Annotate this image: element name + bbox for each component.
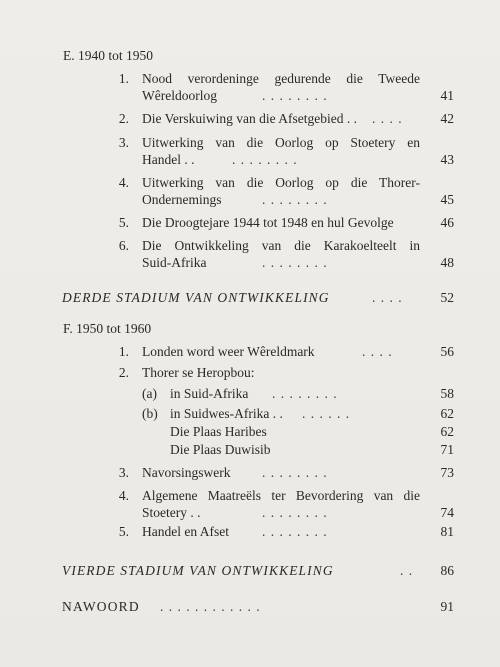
entry-page: 62 [440,424,454,439]
entry-title: Handel en Afset [142,524,229,539]
leader-dots: . . . . . . . . [262,505,328,520]
entry-page: 56 [440,344,454,359]
entry-page: 46 [440,215,454,230]
leader-dots: . . . . . . . . [262,192,328,207]
stage-title: VIERDE STADIUM VAN ONTWIKKELING [62,563,334,578]
leader-dots: . . . . [372,111,403,126]
leader-dots: . . . . . . . . [262,524,328,539]
stage-title: DERDE STADIUM VAN ONTWIKKELING [62,290,330,305]
entry-title-line1: Uitwerking van die Oorlog op Stoetery en [142,135,420,150]
entry-title: Navorsingswerk [142,465,231,480]
entry-subnumber: (b) [142,406,158,421]
entry-page: 91 [440,599,454,614]
entry-title: Die Verskuiwing van die Afsetgebied . . [142,111,357,126]
entry-title-line1: Algemene Maatreëls ter Bevordering van die [142,488,420,503]
entry-page: 42 [440,111,454,126]
entry-title-line2: Stoetery . . [142,505,201,520]
entry-page: 62 [440,406,454,421]
leader-dots: . . . . . . . . . . . . [160,599,261,614]
entry-title-line2: Suid-Afrika [142,255,207,270]
leader-dots: . . . . [372,290,403,305]
entry-title: Thorer se Heropbou: [142,365,255,380]
entry-page: 86 [440,563,454,578]
leader-dots: . . . . . . . . [262,88,328,103]
entry-number: 4. [118,488,129,503]
entry-page: 52 [440,290,454,305]
entry-title-line2: Ondernemings [142,192,222,207]
entry-page: 43 [440,152,454,167]
section-label: E. 1940 tot 1950 [63,48,153,63]
entry-number: 3. [118,135,129,150]
entry-title: Die Plaas Haribes [170,424,267,439]
entry-page: 81 [440,524,454,539]
entry-page: 41 [440,88,454,103]
entry-number: 3. [118,465,129,480]
entry-title: Londen word weer Wêreldmark [142,344,315,359]
entry-number: 1. [118,71,129,86]
leader-dots: . . . . [362,344,393,359]
entry-title-line1: Nood verordeninge gedurende die Tweede [142,71,420,86]
entry-page: 45 [440,192,454,207]
entry-page: 58 [440,386,454,401]
entry-page: 73 [440,465,454,480]
entry-page: 71 [440,442,454,457]
entry-title: NAWOORD [62,599,140,614]
entry-number: 2. [118,365,129,380]
section-label: F. 1950 tot 1960 [63,321,152,336]
leader-dots: . . . . . . . . [262,465,328,480]
entry-title: in Suid-Afrika [170,386,249,401]
entry-number: 4. [118,175,129,190]
leader-dots: . . . . . . [302,406,351,421]
entry-number: 1. [118,344,129,359]
entry-number: 5. [118,215,129,230]
entry-title: Die Droogtejare 1944 tot 1948 en hul Gevolge [142,215,394,230]
entry-number: 6. [118,238,129,253]
entry-title-line1: Uitwerking van die Oorlog op die Thorer- [142,175,420,190]
entry-number: 5. [118,524,129,539]
entry-subnumber: (a) [142,386,157,401]
leader-dots: . . . . . . . . [262,255,328,270]
leader-dots: . . [400,563,414,578]
leader-dots: . . . . . . . . [232,152,298,167]
entry-title-line1: Die Ontwikkeling van die Karakoelteelt in [142,238,420,253]
entry-title-line2: Wêreldoorlog [142,88,217,103]
entry-number: 2. [118,111,129,126]
entry-page: 74 [440,505,454,520]
entry-title-line2: Handel . . [142,152,195,167]
entry-title: Die Plaas Duwisib [170,442,271,457]
leader-dots: . . . . . . . . [272,386,338,401]
entry-page: 48 [440,255,454,270]
entry-title: in Suidwes-Afrika . . [170,406,283,421]
